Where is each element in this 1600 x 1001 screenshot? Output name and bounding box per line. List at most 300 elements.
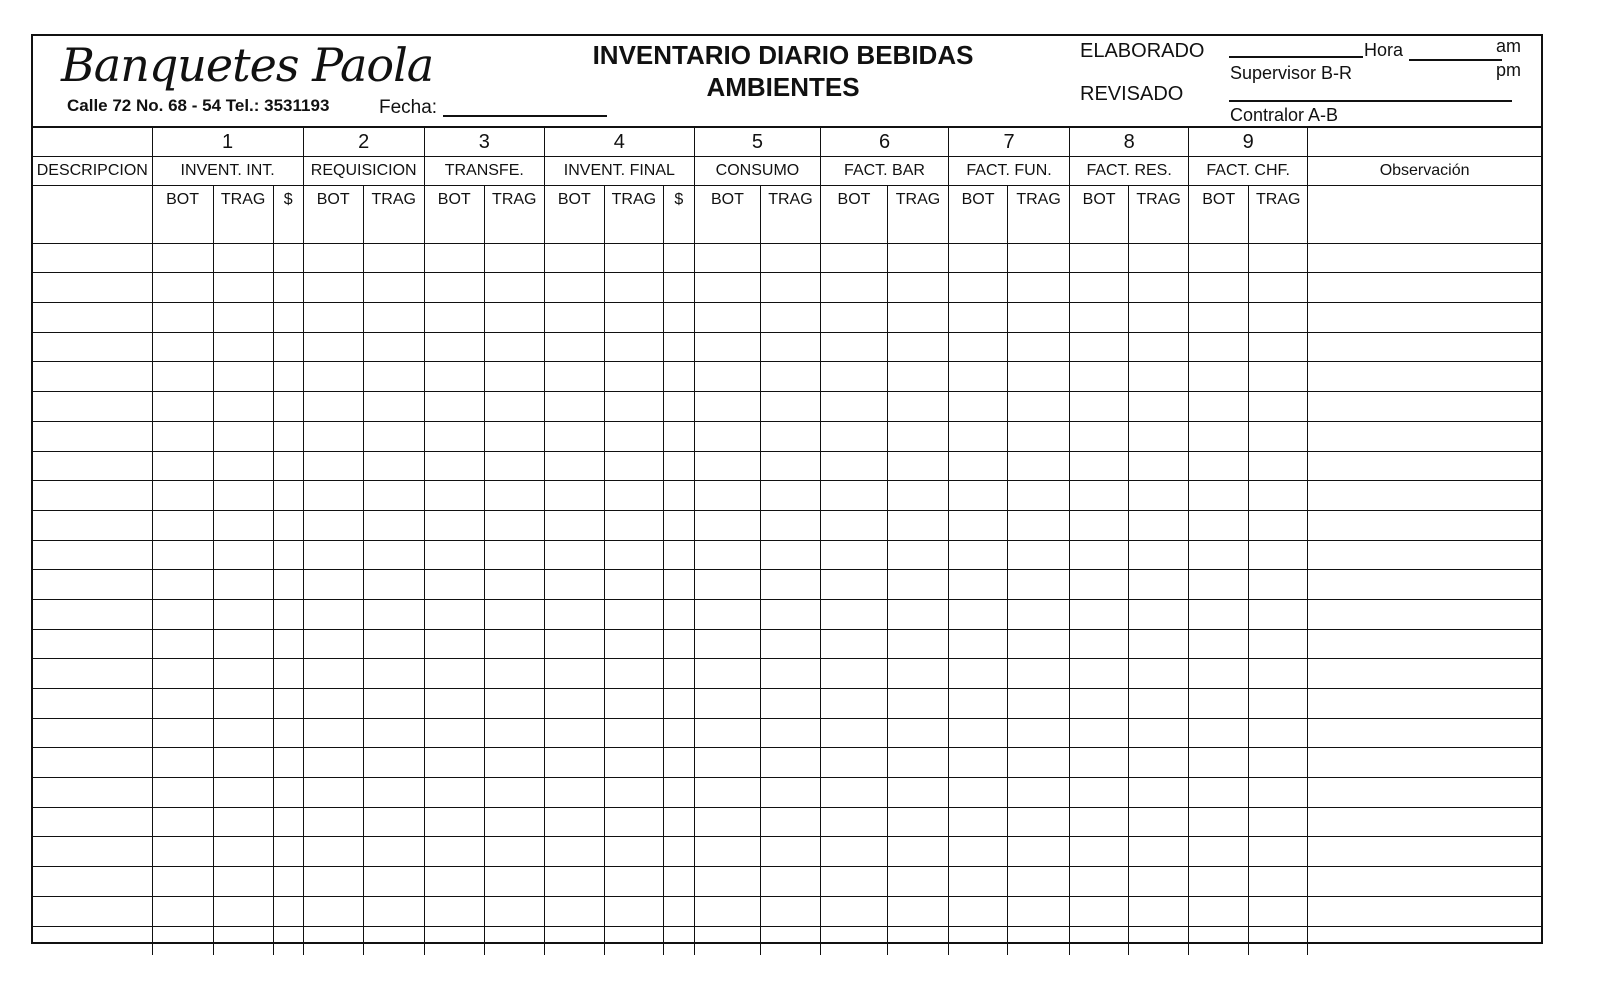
entry-cell[interactable]: [1008, 867, 1070, 897]
entry-cell[interactable]: [1189, 540, 1249, 570]
entry-cell[interactable]: [363, 837, 424, 867]
entry-cell[interactable]: [760, 718, 820, 748]
entry-cell[interactable]: [1249, 837, 1308, 867]
entry-cell[interactable]: [949, 392, 1008, 422]
observation-cell[interactable]: [1308, 837, 1541, 867]
entry-cell[interactable]: [760, 867, 820, 897]
entry-cell[interactable]: [303, 451, 363, 481]
entry-cell[interactable]: [1008, 926, 1070, 955]
entry-cell[interactable]: [1129, 392, 1189, 422]
entry-cell[interactable]: [544, 332, 604, 362]
entry-cell[interactable]: [1129, 659, 1189, 689]
entry-cell[interactable]: [1189, 421, 1249, 451]
observation-cell[interactable]: [1308, 481, 1541, 511]
entry-cell[interactable]: [213, 629, 273, 659]
entry-cell[interactable]: [949, 926, 1008, 955]
entry-cell[interactable]: [760, 689, 820, 719]
entry-cell[interactable]: [1070, 214, 1129, 243]
entry-cell[interactable]: [303, 332, 363, 362]
entry-cell[interactable]: [152, 303, 213, 333]
entry-cell[interactable]: [303, 718, 363, 748]
entry-cell[interactable]: [604, 570, 663, 600]
entry-cell[interactable]: [949, 570, 1008, 600]
observation-cell[interactable]: [1308, 451, 1541, 481]
entry-cell[interactable]: [213, 778, 273, 808]
entry-cell[interactable]: [1008, 214, 1070, 243]
entry-cell[interactable]: [694, 540, 760, 570]
entry-cell[interactable]: [1070, 421, 1129, 451]
entry-cell[interactable]: [424, 540, 484, 570]
entry-cell[interactable]: [949, 659, 1008, 689]
entry-cell[interactable]: [663, 243, 694, 273]
description-cell[interactable]: [33, 362, 152, 392]
entry-cell[interactable]: [1129, 748, 1189, 778]
entry-cell[interactable]: [604, 421, 663, 451]
entry-cell[interactable]: [663, 481, 694, 511]
entry-cell[interactable]: [1249, 273, 1308, 303]
entry-cell[interactable]: [663, 629, 694, 659]
entry-cell[interactable]: [363, 303, 424, 333]
entry-cell[interactable]: [273, 570, 303, 600]
entry-cell[interactable]: [363, 778, 424, 808]
entry-cell[interactable]: [888, 570, 949, 600]
entry-cell[interactable]: [1070, 689, 1129, 719]
entry-cell[interactable]: [424, 421, 484, 451]
entry-cell[interactable]: [484, 362, 544, 392]
entry-cell[interactable]: [484, 748, 544, 778]
entry-cell[interactable]: [424, 362, 484, 392]
entry-cell[interactable]: [273, 540, 303, 570]
entry-cell[interactable]: [273, 303, 303, 333]
description-cell[interactable]: [33, 807, 152, 837]
entry-cell[interactable]: [363, 481, 424, 511]
entry-cell[interactable]: [694, 332, 760, 362]
entry-cell[interactable]: [273, 718, 303, 748]
entry-cell[interactable]: [949, 451, 1008, 481]
entry-cell[interactable]: [760, 540, 820, 570]
entry-cell[interactable]: [273, 837, 303, 867]
entry-cell[interactable]: [544, 896, 604, 926]
entry-cell[interactable]: [484, 510, 544, 540]
entry-cell[interactable]: [1070, 837, 1129, 867]
entry-cell[interactable]: [663, 421, 694, 451]
description-cell[interactable]: [33, 837, 152, 867]
entry-cell[interactable]: [363, 392, 424, 422]
entry-cell[interactable]: [1129, 926, 1189, 955]
entry-cell[interactable]: [1249, 778, 1308, 808]
entry-cell[interactable]: [949, 214, 1008, 243]
entry-cell[interactable]: [949, 689, 1008, 719]
entry-cell[interactable]: [820, 807, 887, 837]
entry-cell[interactable]: [760, 362, 820, 392]
entry-cell[interactable]: [1129, 570, 1189, 600]
entry-cell[interactable]: [424, 778, 484, 808]
entry-cell[interactable]: [604, 481, 663, 511]
entry-cell[interactable]: [273, 807, 303, 837]
entry-cell[interactable]: [484, 837, 544, 867]
description-cell[interactable]: [33, 659, 152, 689]
entry-cell[interactable]: [303, 540, 363, 570]
entry-cell[interactable]: [949, 748, 1008, 778]
entry-cell[interactable]: [213, 421, 273, 451]
entry-cell[interactable]: [604, 599, 663, 629]
entry-cell[interactable]: [1008, 273, 1070, 303]
entry-cell[interactable]: [949, 867, 1008, 897]
entry-cell[interactable]: [152, 629, 213, 659]
entry-cell[interactable]: [303, 896, 363, 926]
entry-cell[interactable]: [1008, 481, 1070, 511]
entry-cell[interactable]: [760, 837, 820, 867]
entry-cell[interactable]: [273, 659, 303, 689]
entry-cell[interactable]: [1249, 718, 1308, 748]
entry-cell[interactable]: [484, 599, 544, 629]
entry-cell[interactable]: [663, 748, 694, 778]
entry-cell[interactable]: [663, 599, 694, 629]
entry-cell[interactable]: [694, 748, 760, 778]
entry-cell[interactable]: [424, 332, 484, 362]
entry-cell[interactable]: [949, 362, 1008, 392]
entry-cell[interactable]: [303, 421, 363, 451]
entry-cell[interactable]: [544, 273, 604, 303]
description-cell[interactable]: [33, 926, 152, 955]
description-cell[interactable]: [33, 570, 152, 600]
entry-cell[interactable]: [663, 273, 694, 303]
entry-cell[interactable]: [213, 570, 273, 600]
entry-cell[interactable]: [213, 896, 273, 926]
observation-cell[interactable]: [1308, 570, 1541, 600]
entry-cell[interactable]: [1189, 451, 1249, 481]
entry-cell[interactable]: [888, 510, 949, 540]
entry-cell[interactable]: [1249, 540, 1308, 570]
elaborado-field[interactable]: [1229, 56, 1363, 58]
entry-cell[interactable]: [213, 599, 273, 629]
entry-cell[interactable]: [1008, 392, 1070, 422]
entry-cell[interactable]: [663, 510, 694, 540]
entry-cell[interactable]: [1070, 451, 1129, 481]
entry-cell[interactable]: [1189, 362, 1249, 392]
entry-cell[interactable]: [484, 629, 544, 659]
entry-cell[interactable]: [484, 659, 544, 689]
entry-cell[interactable]: [694, 689, 760, 719]
entry-cell[interactable]: [949, 303, 1008, 333]
entry-cell[interactable]: [303, 214, 363, 243]
revisado-field[interactable]: [1229, 100, 1512, 102]
entry-cell[interactable]: [303, 481, 363, 511]
entry-cell[interactable]: [820, 303, 887, 333]
entry-cell[interactable]: [604, 659, 663, 689]
entry-cell[interactable]: [694, 392, 760, 422]
entry-cell[interactable]: [694, 837, 760, 867]
entry-cell[interactable]: [1249, 303, 1308, 333]
entry-cell[interactable]: [694, 510, 760, 540]
entry-cell[interactable]: [1249, 926, 1308, 955]
entry-cell[interactable]: [303, 510, 363, 540]
entry-cell[interactable]: [544, 392, 604, 422]
entry-cell[interactable]: [888, 481, 949, 511]
entry-cell[interactable]: [424, 303, 484, 333]
entry-cell[interactable]: [888, 599, 949, 629]
observation-cell[interactable]: [1308, 629, 1541, 659]
entry-cell[interactable]: [1189, 599, 1249, 629]
entry-cell[interactable]: [949, 896, 1008, 926]
entry-cell[interactable]: [820, 926, 887, 955]
entry-cell[interactable]: [694, 303, 760, 333]
entry-cell[interactable]: [152, 510, 213, 540]
entry-cell[interactable]: [544, 659, 604, 689]
observation-cell[interactable]: [1308, 926, 1541, 955]
entry-cell[interactable]: [213, 214, 273, 243]
entry-cell[interactable]: [544, 570, 604, 600]
entry-cell[interactable]: [663, 303, 694, 333]
description-cell[interactable]: [33, 510, 152, 540]
entry-cell[interactable]: [544, 778, 604, 808]
entry-cell[interactable]: [760, 392, 820, 422]
description-cell[interactable]: [33, 867, 152, 897]
entry-cell[interactable]: [1249, 392, 1308, 422]
entry-cell[interactable]: [604, 689, 663, 719]
entry-cell[interactable]: [949, 332, 1008, 362]
entry-cell[interactable]: [303, 837, 363, 867]
entry-cell[interactable]: [424, 748, 484, 778]
entry-cell[interactable]: [1249, 896, 1308, 926]
entry-cell[interactable]: [213, 362, 273, 392]
entry-cell[interactable]: [1070, 570, 1129, 600]
entry-cell[interactable]: [820, 214, 887, 243]
entry-cell[interactable]: [363, 689, 424, 719]
entry-cell[interactable]: [694, 926, 760, 955]
description-cell[interactable]: [33, 481, 152, 511]
observation-cell[interactable]: [1308, 303, 1541, 333]
entry-cell[interactable]: [213, 332, 273, 362]
entry-cell[interactable]: [1070, 243, 1129, 273]
entry-cell[interactable]: [1008, 718, 1070, 748]
entry-cell[interactable]: [484, 896, 544, 926]
entry-cell[interactable]: [1070, 867, 1129, 897]
observation-cell[interactable]: [1308, 214, 1541, 243]
entry-cell[interactable]: [213, 392, 273, 422]
entry-cell[interactable]: [1129, 778, 1189, 808]
entry-cell[interactable]: [424, 599, 484, 629]
entry-cell[interactable]: [663, 689, 694, 719]
entry-cell[interactable]: [760, 332, 820, 362]
entry-cell[interactable]: [604, 510, 663, 540]
entry-cell[interactable]: [152, 778, 213, 808]
entry-cell[interactable]: [363, 332, 424, 362]
entry-cell[interactable]: [760, 748, 820, 778]
entry-cell[interactable]: [1008, 807, 1070, 837]
entry-cell[interactable]: [1129, 689, 1189, 719]
entry-cell[interactable]: [888, 718, 949, 748]
entry-cell[interactable]: [760, 510, 820, 540]
entry-cell[interactable]: [363, 510, 424, 540]
entry-cell[interactable]: [1070, 807, 1129, 837]
entry-cell[interactable]: [604, 362, 663, 392]
entry-cell[interactable]: [213, 540, 273, 570]
entry-cell[interactable]: [760, 629, 820, 659]
entry-cell[interactable]: [820, 748, 887, 778]
entry-cell[interactable]: [213, 837, 273, 867]
entry-cell[interactable]: [1129, 807, 1189, 837]
entry-cell[interactable]: [888, 540, 949, 570]
entry-cell[interactable]: [760, 659, 820, 689]
entry-cell[interactable]: [152, 332, 213, 362]
entry-cell[interactable]: [1249, 243, 1308, 273]
entry-cell[interactable]: [424, 243, 484, 273]
entry-cell[interactable]: [1249, 689, 1308, 719]
entry-cell[interactable]: [152, 362, 213, 392]
entry-cell[interactable]: [1189, 510, 1249, 540]
entry-cell[interactable]: [213, 807, 273, 837]
hora-field[interactable]: [1409, 59, 1502, 61]
fecha-field[interactable]: [443, 115, 607, 117]
entry-cell[interactable]: [213, 243, 273, 273]
entry-cell[interactable]: [363, 540, 424, 570]
entry-cell[interactable]: [424, 392, 484, 422]
entry-cell[interactable]: [604, 273, 663, 303]
entry-cell[interactable]: [544, 510, 604, 540]
entry-cell[interactable]: [820, 332, 887, 362]
entry-cell[interactable]: [949, 243, 1008, 273]
entry-cell[interactable]: [273, 778, 303, 808]
entry-cell[interactable]: [303, 778, 363, 808]
entry-cell[interactable]: [363, 659, 424, 689]
entry-cell[interactable]: [152, 748, 213, 778]
entry-cell[interactable]: [213, 481, 273, 511]
entry-cell[interactable]: [1008, 510, 1070, 540]
entry-cell[interactable]: [213, 303, 273, 333]
entry-cell[interactable]: [694, 421, 760, 451]
entry-cell[interactable]: [888, 332, 949, 362]
entry-cell[interactable]: [1189, 748, 1249, 778]
entry-cell[interactable]: [363, 748, 424, 778]
entry-cell[interactable]: [424, 273, 484, 303]
entry-cell[interactable]: [1249, 599, 1308, 629]
observation-cell[interactable]: [1308, 689, 1541, 719]
entry-cell[interactable]: [1008, 629, 1070, 659]
entry-cell[interactable]: [1189, 896, 1249, 926]
entry-cell[interactable]: [1249, 332, 1308, 362]
entry-cell[interactable]: [760, 481, 820, 511]
entry-cell[interactable]: [152, 540, 213, 570]
entry-cell[interactable]: [1129, 421, 1189, 451]
entry-cell[interactable]: [888, 629, 949, 659]
entry-cell[interactable]: [604, 451, 663, 481]
entry-cell[interactable]: [820, 896, 887, 926]
entry-cell[interactable]: [273, 214, 303, 243]
description-cell[interactable]: [33, 303, 152, 333]
entry-cell[interactable]: [888, 748, 949, 778]
entry-cell[interactable]: [363, 926, 424, 955]
entry-cell[interactable]: [213, 689, 273, 719]
entry-cell[interactable]: [1189, 807, 1249, 837]
entry-cell[interactable]: [694, 718, 760, 748]
entry-cell[interactable]: [1249, 867, 1308, 897]
entry-cell[interactable]: [1008, 659, 1070, 689]
entry-cell[interactable]: [604, 778, 663, 808]
observation-cell[interactable]: [1308, 362, 1541, 392]
entry-cell[interactable]: [303, 807, 363, 837]
entry-cell[interactable]: [949, 273, 1008, 303]
entry-cell[interactable]: [363, 570, 424, 600]
entry-cell[interactable]: [1249, 807, 1308, 837]
entry-cell[interactable]: [152, 451, 213, 481]
entry-cell[interactable]: [484, 481, 544, 511]
entry-cell[interactable]: [663, 837, 694, 867]
observation-cell[interactable]: [1308, 599, 1541, 629]
entry-cell[interactable]: [663, 540, 694, 570]
entry-cell[interactable]: [1008, 243, 1070, 273]
entry-cell[interactable]: [820, 778, 887, 808]
entry-cell[interactable]: [544, 599, 604, 629]
entry-cell[interactable]: [1249, 748, 1308, 778]
entry-cell[interactable]: [820, 689, 887, 719]
entry-cell[interactable]: [760, 896, 820, 926]
entry-cell[interactable]: [888, 273, 949, 303]
entry-cell[interactable]: [663, 896, 694, 926]
entry-cell[interactable]: [1070, 748, 1129, 778]
entry-cell[interactable]: [273, 629, 303, 659]
entry-cell[interactable]: [888, 303, 949, 333]
entry-cell[interactable]: [888, 778, 949, 808]
observation-cell[interactable]: [1308, 273, 1541, 303]
entry-cell[interactable]: [1189, 273, 1249, 303]
entry-cell[interactable]: [273, 243, 303, 273]
description-cell[interactable]: [33, 718, 152, 748]
entry-cell[interactable]: [820, 510, 887, 540]
entry-cell[interactable]: [424, 481, 484, 511]
entry-cell[interactable]: [1189, 481, 1249, 511]
entry-cell[interactable]: [544, 837, 604, 867]
entry-cell[interactable]: [604, 243, 663, 273]
entry-cell[interactable]: [949, 778, 1008, 808]
description-cell[interactable]: [33, 214, 152, 243]
entry-cell[interactable]: [694, 362, 760, 392]
entry-cell[interactable]: [820, 273, 887, 303]
entry-cell[interactable]: [663, 332, 694, 362]
entry-cell[interactable]: [1070, 599, 1129, 629]
entry-cell[interactable]: [152, 659, 213, 689]
entry-cell[interactable]: [694, 570, 760, 600]
entry-cell[interactable]: [888, 689, 949, 719]
entry-cell[interactable]: [303, 659, 363, 689]
entry-cell[interactable]: [363, 718, 424, 748]
entry-cell[interactable]: [1129, 718, 1189, 748]
entry-cell[interactable]: [544, 481, 604, 511]
entry-cell[interactable]: [1129, 303, 1189, 333]
entry-cell[interactable]: [152, 273, 213, 303]
entry-cell[interactable]: [484, 540, 544, 570]
entry-cell[interactable]: [888, 659, 949, 689]
entry-cell[interactable]: [1189, 214, 1249, 243]
entry-cell[interactable]: [1008, 599, 1070, 629]
entry-cell[interactable]: [604, 392, 663, 422]
entry-cell[interactable]: [1008, 748, 1070, 778]
entry-cell[interactable]: [484, 570, 544, 600]
entry-cell[interactable]: [1129, 273, 1189, 303]
entry-cell[interactable]: [1008, 896, 1070, 926]
entry-cell[interactable]: [303, 926, 363, 955]
entry-cell[interactable]: [273, 421, 303, 451]
entry-cell[interactable]: [604, 837, 663, 867]
entry-cell[interactable]: [694, 273, 760, 303]
entry-cell[interactable]: [303, 570, 363, 600]
entry-cell[interactable]: [424, 689, 484, 719]
description-cell[interactable]: [33, 896, 152, 926]
entry-cell[interactable]: [273, 689, 303, 719]
entry-cell[interactable]: [213, 273, 273, 303]
description-cell[interactable]: [33, 778, 152, 808]
entry-cell[interactable]: [273, 362, 303, 392]
